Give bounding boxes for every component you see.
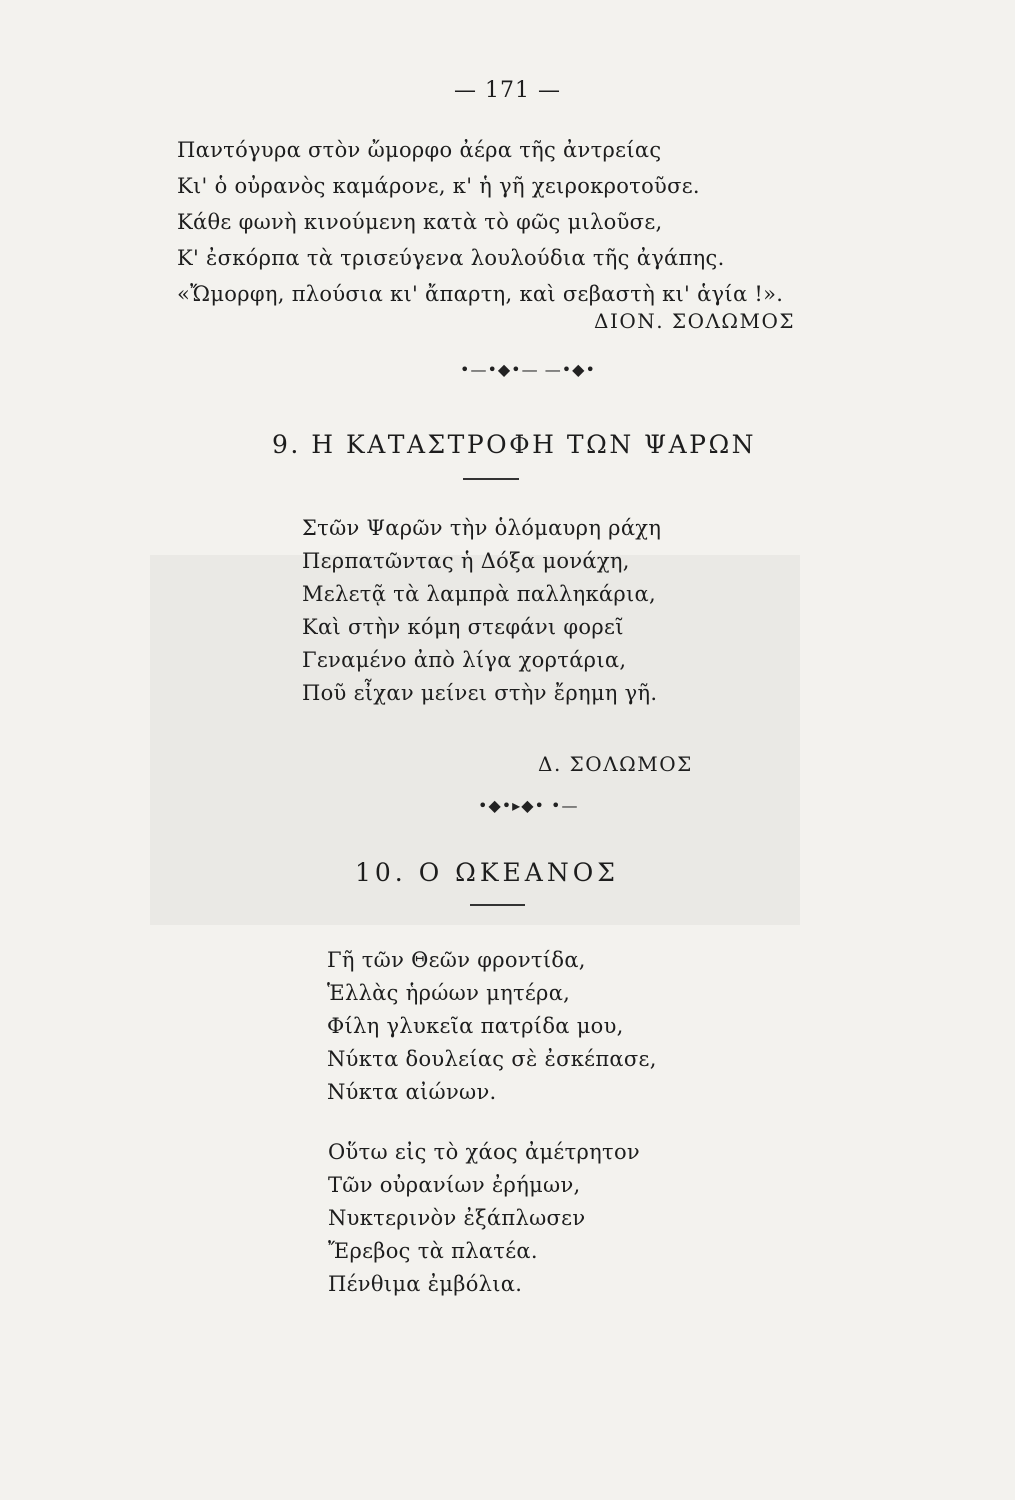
poem-line: Νύκτα αἰώνων. (327, 1080, 497, 1104)
poem-line: Μελετᾷ τὰ λαμπρὰ παλληκάρια, (302, 582, 656, 606)
poem-line: Ποῦ εἶχαν μείνει στὴν ἔρημη γῆ. (302, 681, 658, 705)
ornament-divider: •◆•▸◆• •— (478, 796, 579, 815)
poem-line: Στῶν Ψαρῶν τὴν ὁλόμαυρη ράχη (302, 516, 662, 540)
poem1-author: ΔΙΟΝ. ΣΟΛΩΜΟΣ (594, 309, 796, 333)
poem-line: Ἑλλὰς ἡρώων μητέρα, (327, 981, 571, 1005)
title-rule (463, 478, 519, 480)
poem-line: Φίλη γλυκεῖα πατρίδα μου, (327, 1014, 624, 1038)
poem-line: Τῶν οὐρανίων ἐρήμων, (328, 1173, 581, 1197)
poem-line: Πένθιμα ἐμβόλια. (328, 1272, 523, 1296)
poem-line: Νύκτα δουλείας σὲ ἐσκέπασε, (327, 1047, 657, 1071)
poem-line: Γῆ τῶν Θεῶν φροντίδα, (327, 948, 586, 972)
section9-title: 9. Η ΚΑΤΑΣΤΡΟΦΗ ΤΩΝ ΨΑΡΩΝ (272, 430, 757, 459)
poem-line: Καὶ στὴν κόμη στεφάνι φορεῖ (302, 615, 624, 639)
title-rule (470, 904, 525, 906)
section10-stanza-1 (327, 950, 657, 1115)
page-number: — 171 — (454, 78, 561, 103)
section10-stanza-2 (328, 1142, 640, 1307)
poem-line: Κ' ἐσκόρπα τὰ τρισεύγενα λουλούδια τῆς ἀγάπης. (177, 246, 725, 270)
poem-line: Περπατῶντας ἡ Δόξα μονάχη, (302, 549, 630, 573)
ornament-divider: •—•◆•— —•◆• (460, 360, 596, 379)
poem-line: Νυκτερινὸν ἐξάπλωσεν (328, 1206, 586, 1230)
poem-line: Οὕτω εἰς τὸ χάος ἀμέτρητον (328, 1140, 640, 1164)
poem1-stanza (177, 140, 783, 320)
section9-stanza (302, 518, 661, 716)
poem-line: Κάθε φωνὴ κινούμενη κατὰ τὸ φῶς μιλοῦσε, (177, 210, 663, 234)
poem-line: Παντόγυρα στὸν ὤμορφο ἀέρα τῆς ἀντρείας (177, 138, 662, 162)
section10-title: 10. Ο ΩΚΕΑΝΟΣ (355, 858, 619, 887)
poem-line: Γεναμένο ἀπὸ λίγα χορτάρια, (302, 648, 627, 672)
poem-line: «Ὤμορφη, πλούσια κι' ἄπαρτη, καὶ σεβαστὴ κι' ἁγία !». (177, 282, 784, 306)
poem-line: Ἔρεβος τὰ πλατέα. (328, 1239, 538, 1263)
poem-line: Κι' ὁ οὐρανὸς καμάρονε, κ' ἡ γῆ χειροκροτοῦσε. (177, 174, 700, 198)
section9-author: Δ. ΣΟΛΩΜΟΣ (538, 752, 693, 776)
